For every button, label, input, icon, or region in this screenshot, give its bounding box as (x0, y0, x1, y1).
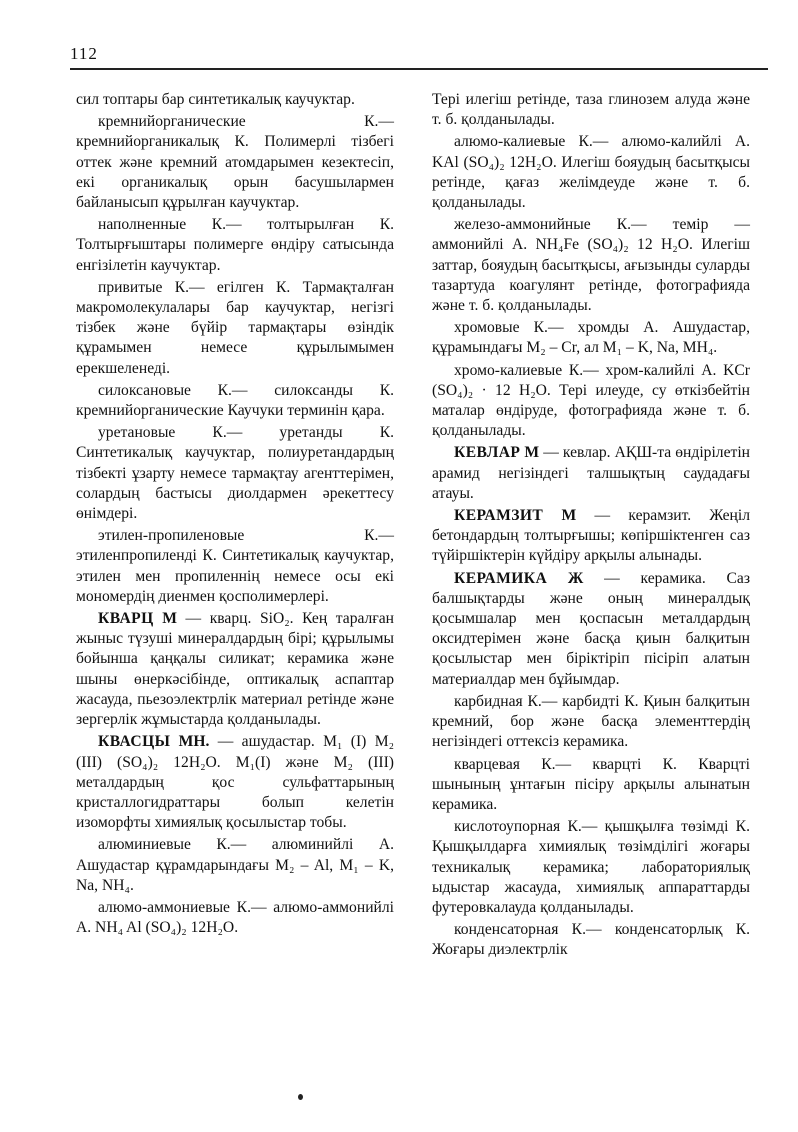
entry-definition: — керамика. Саз балшықтарды және оның минералдық қосымшалар мен қоспасын металдардың оксидтерімен және басқа қиын балқитын қосылыстар мен біріктіріп пісіріп алатын материалдар мен бұйымдар. (432, 569, 750, 688)
entry-grammar-label: Ж (567, 569, 584, 587)
continued-text: Тері илегіш ретінде, таза глинозем алуда және т. б. қолданылады. (432, 91, 750, 129)
page-mark (298, 1094, 303, 1100)
entry-definition: — ашудастар. M₁ (I) M₂ (III) (SO₄)₂ 12H₂O. M₁(I) және M₂ (III) металдардың қос сульфаттарының кристаллогидраттары болып келетін изоморфты химиялық қосылыстар тобы. (76, 733, 395, 832)
subentry: алюмо-калиевые К.— алюмо-калийлі А. KAl (SO₄)₂ 12H₂O. Илегіш бояудың басытқысы ретінде, қағаз желімдеуде және т. б. қолданылады. (432, 133, 750, 212)
entry-grammar-label: М (561, 507, 577, 525)
entry-headword: КЕВЛАР (454, 444, 521, 462)
entry-grammar-label: МН. (178, 733, 210, 751)
subentry: алюминиевые К.— алюминийлі А. Ашудастар құрамдарындағы M₂ – Al, M₁ – K, Na, NH₄. (76, 836, 394, 894)
subentry: конденсаторная К.— конденсаторлық К. Жоғары диэлектрлік (432, 921, 750, 959)
entry-headword: КВАРЦ (98, 610, 154, 628)
entry-headword: КЕРАМЗИТ (454, 507, 544, 525)
entry-definition: — кевлар. АҚШ-та өндірілетін арамид негізіндегі талшықтың саудадағы атауы. (432, 444, 750, 502)
subentry: кислотоупорная К.— қышқылға төзімді К. Қышқылдарға химиялық төзімділігі жоғары техникалық керамика; лабораториялық ыдыстар жасауда, химиялық аппараттарды футеровкалауда қолданылады. (432, 818, 750, 916)
subentry: хромовые К.— хромды А. Ашудастар, құрамындағы M₂ – Cr, ал M₁ – K, Na, MH₄. (432, 319, 750, 357)
subentry: кварцевая К.— кварцті К. Кварцті шынының ұнтағын пісіру арқылы алынатын керамика. (432, 755, 750, 813)
dictionary-entry (76, 732, 394, 833)
continued-text: сил топтары бар синтетикалық каучуктар. (76, 91, 355, 108)
subentry: этилен-пропиленовые К.— этиленпропиленді К. Синтетикалық каучуктар, этилен мен пропиленнің немесе осы екі мономердің диенмен қосполимерлері. (76, 527, 394, 605)
subentry: кремнийорганические К.— кремнийорганикалық К. Полимерлі тізбегі оттек және кремний атомдарымен кезектесіп, екі органикалық орын басушылармен байланысып құрылған каучуктар. (76, 113, 394, 212)
entry-definition: — керамзит. Жеңіл бетондардың толтырғышы; көпіршіктенген саз түйіршіктерін күйдіру арқылы алынады. (432, 507, 750, 565)
subentry: карбидная К.— карбидті К. Қиын балқитын кремний, бор және басқа элементтердің негізіндегі оттексіз керамика. (432, 692, 750, 751)
dictionary-entry (432, 506, 750, 567)
subentry: наполненные К.— толтырылған К. Толтырғыштары полимерге өндіру сатысында енгізілетін каучуктар. (76, 216, 394, 274)
entry-headword: КВАСЦЫ (98, 733, 171, 751)
dictionary-entry (432, 443, 750, 504)
left-column (76, 90, 394, 940)
entry-headword: КЕРАМИКА (454, 569, 548, 587)
dictionary-entry (76, 609, 394, 730)
subentry: привитые К.— егілген К. Тармақталған макромолекулалары бар каучуктар, негізгі тізбек және бүйір тармақтары өзіндік құрамымен немесе құрылымымен ерекшеленеді. (76, 278, 394, 377)
subentry: силоксановые К.— силоксанды К. кремнийорганические Каучуки терминін қара. (76, 381, 394, 420)
entry-grammar-label: М (162, 610, 177, 628)
subentry: алюмо-аммониевые К.— алюмо-аммонийлі А. NH₄ Al (SO₄)₂ 12H₂O. (76, 898, 394, 937)
header-rule (70, 68, 768, 70)
subentry: хромо-калиевые К.— хром-калийлі А. KCr (SO₄)₂ · 12 H₂O. Тері илеуде, су өткізбейтін маталар өндіруде, фотографияда және т. б. қолданылады. (432, 361, 750, 440)
entry-grammar-label: М (524, 444, 540, 462)
subentry: железо-аммонийные К.— темір — аммонийлі А. NH₄Fe (SO₄)₂ 12 H₂O. Илегіш заттар, бояудың басытқысы, ағызынды суларды тазартуда коагулянт ретінде, фотографияда және т. б. қолданылады. (432, 216, 750, 315)
subentry: уретановые К.— уретанды К. Синтетикалық каучуктар, полиуретандардың тізбекті ұзарту немесе тармақтау агенттерімен, солардың бастысы диолдармен әрекеттесу өнімдері. (76, 424, 394, 523)
right-column (432, 90, 750, 963)
dictionary-entry (432, 569, 750, 690)
page-number: 112 (70, 44, 98, 63)
entry-definition: — кварц. SiO₂. Кең таралған жыныс түзуші минералдардың бірі; құрылымы бойынша қаңқалы силикат; керамика және шыны өнеркәсібінде, оптикалық аспаптар жасауда, пьезоэлектрлік материал ретінде және зергерлік жұмыстарда қолданылады. (76, 610, 394, 729)
